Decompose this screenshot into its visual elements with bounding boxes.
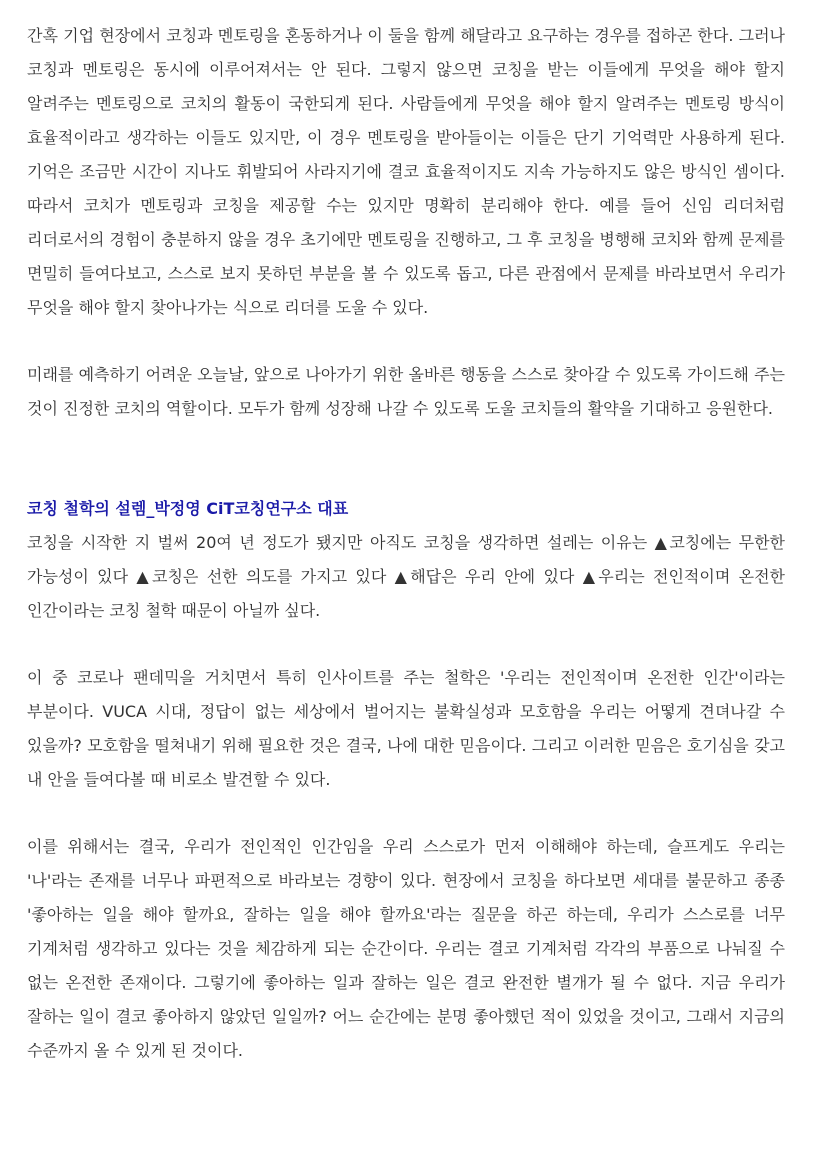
paragraph-spacer (27, 325, 785, 358)
section-heading: 코칭 철학의 설렘_박정영 CiT코칭연구소 대표 (27, 499, 349, 518)
paragraph-spacer (27, 628, 785, 661)
section-spacer (27, 426, 785, 492)
paragraph-coaching-philosophy: 코칭을 시작한 지 벌써 20여 년 정도가 됐지만 아직도 코칭을 생각하면 설레는 이유는 ▲코칭에는 무한한 가능성이 있다 ▲코칭은 선한 의도를 가지고 있다 ▲해답은 우리 안에 있다 ▲우리는 전인적이며 온전한 인간이라는 코칭 철학 때문이 아닐까 싶다. (27, 533, 785, 620)
paragraph-spacer (27, 797, 785, 830)
paragraph-true-role-of-coach: 미래를 예측하기 어려운 오늘날, 앞으로 나아가기 위한 올바른 행동을 스스로 찾아갈 수 있도록 가이드해 주는 것이 진정한 코치의 역할이다. 모두가 함께 성장해 나갈 수 있도록 도울 코치들의 활약을 기대하고 응원한다. (27, 365, 785, 418)
paragraph-whole-person: 이 중 코로나 팬데믹을 거치면서 특히 인사이트를 주는 철학은 '우리는 전인적이며 온전한 인간'이라는 부분이다. VUCA 시대, 정답이 없는 세상에서 벌어지는 불확실성과 모호함을 우리는 어떻게 견뎌나갈 수 있을까? 모호함을 떨쳐내기 위해 필요한 것은 결국, 나에 대한 믿음이다. 그리고 이러한 믿음은 호기심을 갖고 내 안을 들여다볼 때 비로소 발견할 수 있다. (27, 668, 785, 789)
paragraph-complete-being: 이를 위해서는 결국, 우리가 전인적인 인간임을 우리 스스로가 먼저 이해해야 하는데, 슬프게도 우리는 '나'라는 존재를 너무나 파편적으로 바라보는 경향이 있다. 현장에서 코칭을 하다보면 세대를 불문하고 종종 '좋아하는 일을 해야 할까요, 잘하는 일을 해야 할까요'라는 질문을 하곤 하는데, 우리가 스스로를 너무 기계처럼 생각하고 있다는 것을 체감하게 되는 순간이다. 우리는 결코 기계처럼 각각의 부품으로 나눠질 수 없는 온전한 존재이다. 그렇기에 좋아하는 일과 잘하는 일은 결코 완전한 별개가 될 수 없다. 지금 우리가 잘하는 일이 결코 좋아하지 않았던 일일까? 어느 순간에는 분명 좋아했던 적이 있었을 것이고, 그래서 지금의 수준까지 올 수 있게 된 것이다. (27, 837, 785, 1060)
paragraph-coaching-vs-mentoring: 간혹 기업 현장에서 코칭과 멘토링을 혼동하거나 이 둘을 함께 해달라고 요구하는 경우를 접하곤 한다. 그러나 코칭과 멘토링은 동시에 이루어져서는 안 된다. 그렇지 않으면 코칭을 받는 이들에게 무엇을 해야 할지 알려주는 멘토링으로 코치의 활동이 국한되게 된다. 사람들에게 무엇을 해야 할지 알려주는 멘토링 방식이 효율적이라고 생각하는 이들도 있지만, 이 경우 멘토링을 받아들이는 이들은 단기 기억력만 사용하게 된다. 기억은 조금만 시간이 지나도 휘발되어 사라지기에 결코 효율적이지도 지속 가능하지도 않은 방식인 셈이다. 따라서 코치가 멘토링과 코칭을 제공할 수는 있지만 명확히 분리해야 한다. 예를 들어 신임 리더처럼 리더로서의 경험이 충분하지 않을 경우 초기에만 멘토링을 진행하고, 그 후 코칭을 병행해 코치와 함께 문제를 면밀히 들여다보고, 스스로 보지 못하던 부분을 볼 수 있도록 돕고, 다른 관점에서 문제를 바라보면서 우리가 무엇을 해야 할지 찾아나가는 식으로 리더를 도울 수 있다. (27, 26, 785, 317)
